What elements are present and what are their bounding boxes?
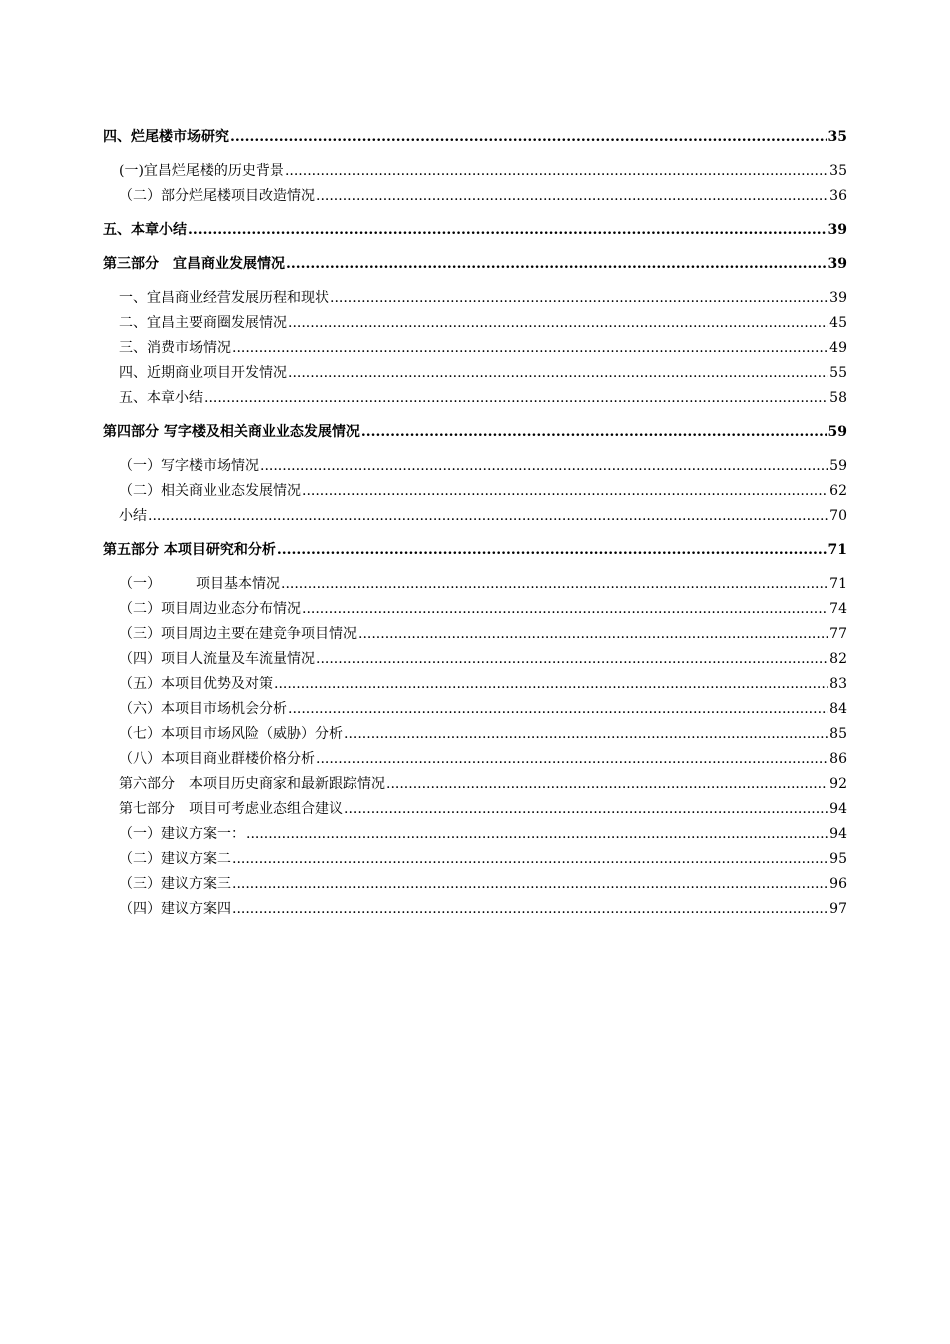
toc-entry-title: （一）写字楼市场情况 xyxy=(119,458,259,474)
toc-entry-page-number: 70 xyxy=(829,508,847,524)
toc-entry-page-number: 86 xyxy=(829,751,847,767)
toc-entry[interactable] xyxy=(103,218,847,243)
toc-entry-page-number: 35 xyxy=(827,129,847,145)
toc-leader-dots xyxy=(344,722,828,747)
toc-entry[interactable] xyxy=(103,361,847,386)
toc-entry-page-number: 95 xyxy=(829,851,847,867)
toc-leader-dots xyxy=(232,336,828,361)
toc-entry-title: 第五部分 本项目研究和分析 xyxy=(103,542,276,558)
toc-entry-title: （三）项目周边主要在建竞争项目情况 xyxy=(119,626,357,642)
toc-entry[interactable] xyxy=(103,572,847,597)
toc-entry-title: 第三部分 宜昌商业发展情况 xyxy=(103,256,285,272)
toc-entry[interactable] xyxy=(103,504,847,529)
toc-entry[interactable] xyxy=(103,597,847,622)
toc-entry-title: 五、本章小结 xyxy=(103,222,187,238)
toc-entry-title: 第七部分 项目可考虑业态组合建议 xyxy=(119,801,343,817)
toc-entry-page-number: 35 xyxy=(829,163,847,179)
toc-entry-title: （四）项目人流量及车流量情况 xyxy=(119,651,315,667)
toc-entry-title: （七）本项目市场风险（威胁）分析 xyxy=(119,726,343,742)
toc-entry-title: 四、近期商业项目开发情况 xyxy=(119,365,287,381)
toc-entry-title: (一)宜昌烂尾楼的历史背景 xyxy=(119,163,284,179)
toc-entry[interactable] xyxy=(103,697,847,722)
toc-entry-page-number: 71 xyxy=(827,542,847,558)
toc-leader-dots xyxy=(330,286,828,311)
toc-leader-dots xyxy=(232,897,828,922)
toc-entry-title: 二、宜昌主要商圈发展情况 xyxy=(119,315,287,331)
toc-entry-title: （二）建议方案二 xyxy=(119,851,231,867)
toc-entry-page-number: 83 xyxy=(829,676,847,692)
toc-entry-title: （一） 项目基本情况 xyxy=(119,576,280,592)
toc-entry-page-number: 55 xyxy=(829,365,847,381)
toc-leader-dots xyxy=(232,847,828,872)
toc-entry[interactable] xyxy=(103,159,847,184)
toc-leader-dots xyxy=(204,386,828,411)
toc-entry-title: （一）建议方案一： xyxy=(119,826,245,842)
toc-entry-title: 第六部分 本项目历史商家和最新跟踪情况 xyxy=(119,776,385,792)
toc-entry[interactable] xyxy=(103,479,847,504)
toc-leader-dots xyxy=(344,797,828,822)
toc-leader-dots xyxy=(358,622,828,647)
toc-entry-title: （八）本项目商业群楼价格分析 xyxy=(119,751,315,767)
toc-entry-title: （三）建议方案三 xyxy=(119,876,231,892)
toc-entry-page-number: 62 xyxy=(829,483,847,499)
toc-entry-title: （四）建议方案四 xyxy=(119,901,231,917)
toc-leader-dots xyxy=(274,672,828,697)
toc-entry-page-number: 74 xyxy=(829,601,847,617)
toc-leader-dots xyxy=(277,538,827,563)
toc-entry[interactable] xyxy=(103,311,847,336)
toc-entry[interactable] xyxy=(103,647,847,672)
toc-entry[interactable] xyxy=(103,797,847,822)
toc-leader-dots xyxy=(148,504,828,529)
toc-entry[interactable] xyxy=(103,772,847,797)
toc-entry-page-number: 58 xyxy=(829,390,847,406)
toc-leader-dots xyxy=(316,184,828,209)
toc-entry-title: 五、本章小结 xyxy=(119,390,203,406)
toc-entry[interactable] xyxy=(103,622,847,647)
toc-entry-page-number: 97 xyxy=(829,901,847,917)
toc-entry-page-number: 85 xyxy=(829,726,847,742)
toc-entry[interactable] xyxy=(103,336,847,361)
toc-entry[interactable] xyxy=(103,872,847,897)
toc-entry-page-number: 94 xyxy=(829,826,847,842)
toc-leader-dots xyxy=(386,772,828,797)
toc-leader-dots xyxy=(260,454,828,479)
toc-entry-page-number: 59 xyxy=(829,458,847,474)
toc-entry-page-number: 94 xyxy=(829,801,847,817)
toc-entry-page-number: 59 xyxy=(827,424,847,440)
toc-entry-page-number: 36 xyxy=(829,188,847,204)
toc-entry[interactable] xyxy=(103,672,847,697)
toc-leader-dots xyxy=(246,822,828,847)
toc-entry-title: （二）部分烂尾楼项目改造情况 xyxy=(119,188,315,204)
toc-leader-dots xyxy=(316,747,828,772)
toc-leader-dots xyxy=(361,420,827,445)
toc-entry-page-number: 39 xyxy=(829,290,847,306)
toc-leader-dots xyxy=(288,697,828,722)
toc-entry-title: （二）相关商业业态发展情况 xyxy=(119,483,301,499)
toc-entry-title: （五）本项目优势及对策 xyxy=(119,676,273,692)
toc-entry[interactable] xyxy=(103,420,847,445)
toc-entry[interactable] xyxy=(103,252,847,277)
toc-leader-dots xyxy=(230,125,827,150)
toc-entry-title: （六）本项目市场机会分析 xyxy=(119,701,287,717)
toc-entry-title: 三、消费市场情况 xyxy=(119,340,231,356)
toc-entry-page-number: 92 xyxy=(829,776,847,792)
toc-leader-dots xyxy=(285,159,828,184)
toc-entry-page-number: 49 xyxy=(829,340,847,356)
toc-entry[interactable] xyxy=(103,454,847,479)
toc-entry-page-number: 39 xyxy=(827,256,847,272)
toc-entry-page-number: 77 xyxy=(829,626,847,642)
toc-leader-dots xyxy=(302,479,828,504)
toc-entry-page-number: 82 xyxy=(829,651,847,667)
toc-entry-title: （二）项目周边业态分布情况 xyxy=(119,601,301,617)
toc-entry[interactable] xyxy=(103,184,847,209)
toc-entry[interactable] xyxy=(103,386,847,411)
toc-leader-dots xyxy=(302,597,828,622)
toc-entry-title: 四、烂尾楼市场研究 xyxy=(103,129,229,145)
toc-entry-page-number: 84 xyxy=(829,701,847,717)
toc-leader-dots xyxy=(316,647,828,672)
toc-entry[interactable] xyxy=(103,822,847,847)
toc-entry-title: 一、宜昌商业经营发展历程和现状 xyxy=(119,290,329,306)
toc-entry[interactable] xyxy=(103,847,847,872)
toc-entry[interactable] xyxy=(103,286,847,311)
toc-entry[interactable] xyxy=(103,538,847,563)
toc-leader-dots xyxy=(188,218,827,243)
toc-entry-page-number: 71 xyxy=(829,576,847,592)
table-of-contents xyxy=(103,125,847,922)
toc-entry[interactable] xyxy=(103,722,847,747)
toc-entry[interactable] xyxy=(103,125,847,150)
toc-entry-page-number: 39 xyxy=(827,222,847,238)
toc-entry-page-number: 45 xyxy=(829,315,847,331)
toc-leader-dots xyxy=(232,872,828,897)
toc-leader-dots xyxy=(288,311,828,336)
toc-entry-page-number: 96 xyxy=(829,876,847,892)
toc-entry[interactable] xyxy=(103,747,847,772)
toc-leader-dots xyxy=(286,252,827,277)
toc-entry-title: 第四部分 写字楼及相关商业业态发展情况 xyxy=(103,424,360,440)
toc-leader-dots xyxy=(281,572,828,597)
toc-leader-dots xyxy=(288,361,828,386)
toc-entry[interactable] xyxy=(103,897,847,922)
toc-entry-title: 小结 xyxy=(119,508,147,524)
